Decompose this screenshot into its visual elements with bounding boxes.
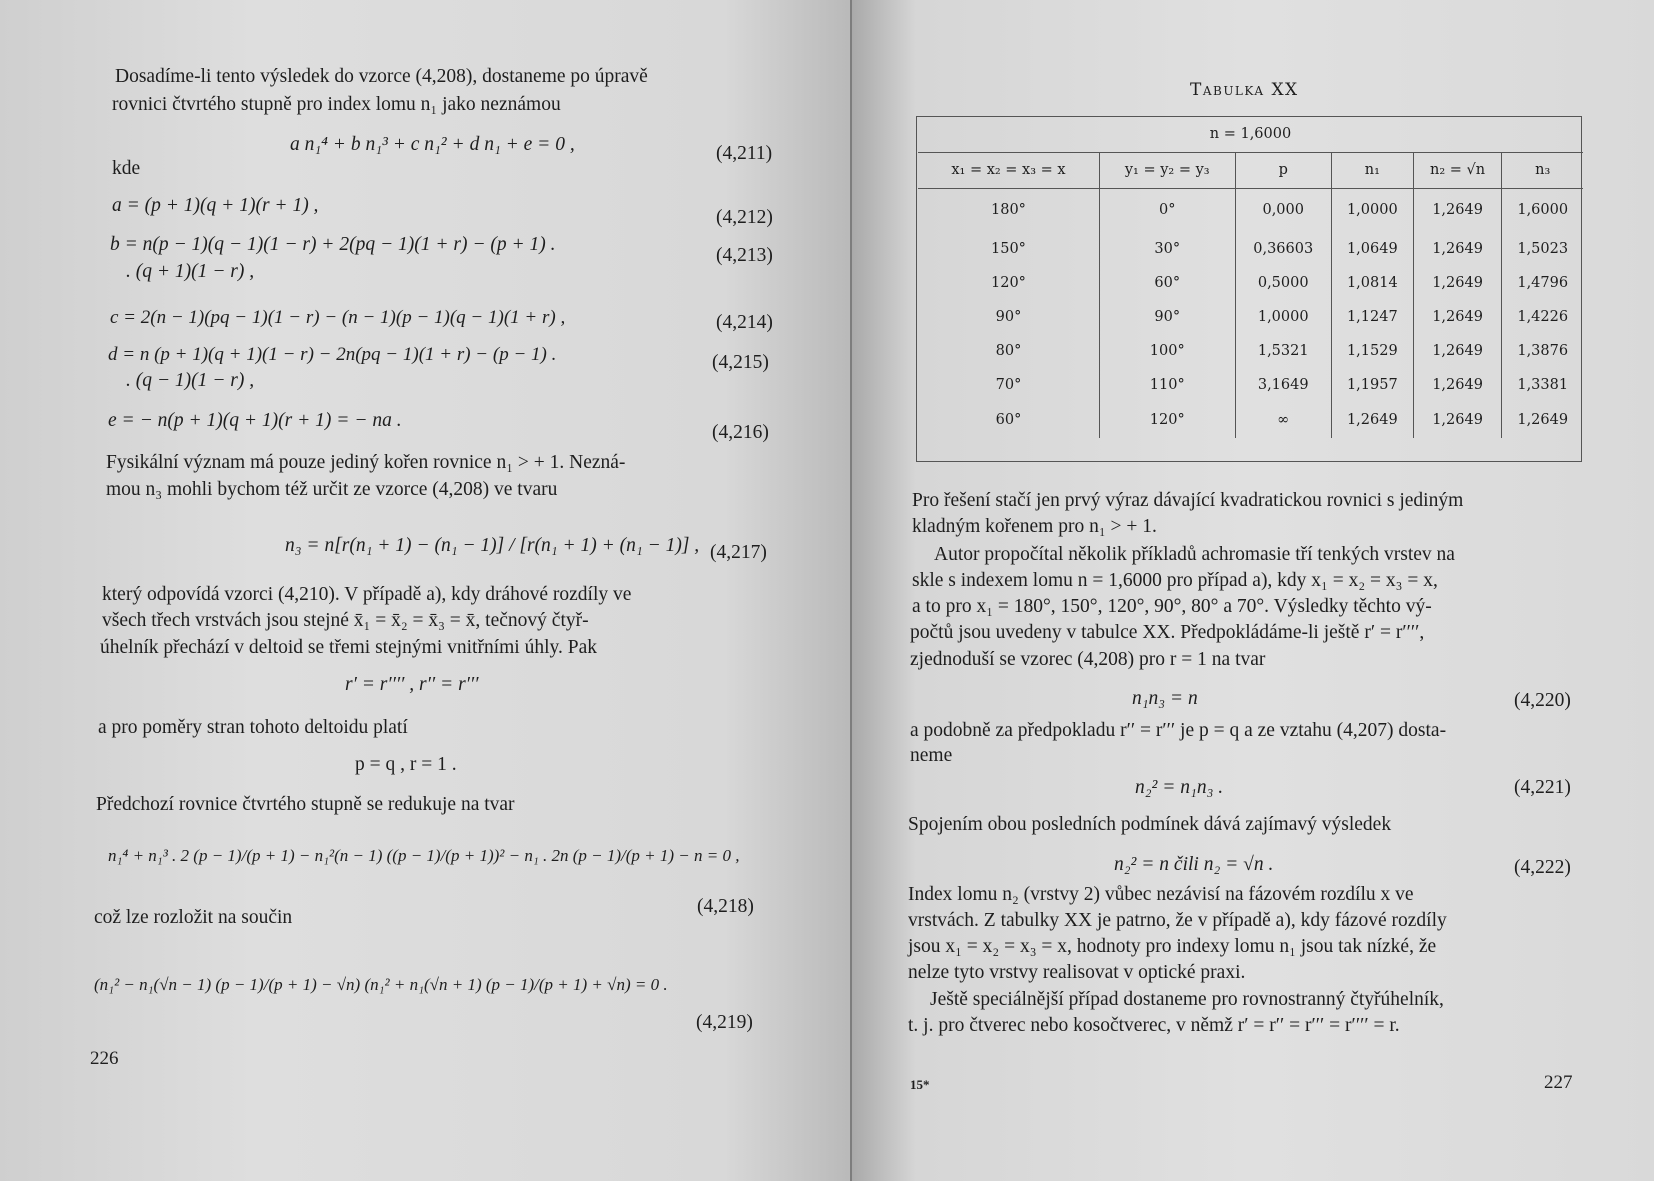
equation-4-215: d = n (p + 1)(q + 1)(1 − r) − 2n(pq − 1)(1 + r) − (p − 1) . bbox=[108, 344, 557, 365]
table-cell: 1,5321 bbox=[1235, 334, 1331, 368]
table-xx bbox=[918, 116, 1583, 438]
table-cell: 1,2649 bbox=[1502, 402, 1583, 438]
equation-4-212: a = (p + 1)(q + 1)(r + 1) , bbox=[112, 195, 319, 216]
table-row bbox=[918, 266, 1583, 300]
text-line: Ještě speciálnější případ dostaneme pro rovnostranný čtyřúhelník, bbox=[930, 989, 1444, 1010]
text-line: všech třech vrstvách jsou stejné x̄₁ = x̄₂ = x̄₃ = x̄, tečnový čtyř- bbox=[102, 610, 589, 631]
table-cell: 1,1529 bbox=[1331, 334, 1413, 368]
text-line: nelze tyto vrstvy realisovat v optické praxi. bbox=[908, 962, 1246, 983]
table-cell: 1,1247 bbox=[1331, 300, 1413, 334]
table-cell: 180° bbox=[991, 202, 1026, 219]
text-line: Pro řešení stačí jen prvý výraz dávající kvadratickou rovnici s jediným bbox=[912, 490, 1464, 511]
table-cell: 1,4226 bbox=[1502, 300, 1583, 334]
table-cell: 1,3876 bbox=[1502, 334, 1583, 368]
table-cell: 1,0000 bbox=[1235, 300, 1331, 334]
table-cell: 70° bbox=[995, 377, 1022, 393]
equation-number: (4,214) bbox=[716, 312, 773, 333]
table-title: n = 1,6000 bbox=[1209, 125, 1292, 142]
table-row bbox=[918, 368, 1583, 402]
equation-4-215-cont: . (q − 1)(1 − r) , bbox=[126, 370, 255, 391]
table-cell: 30° bbox=[1099, 232, 1235, 266]
table-cell: 0° bbox=[1099, 188, 1235, 232]
equation-4-217: n₃ = n[r(n₁ + 1) − (n₁ − 1)] / [r(n₁ + 1) + (n₁ − 1)] , bbox=[285, 535, 700, 556]
table-cell: 0,000 bbox=[1235, 188, 1331, 232]
text-line: Dosadíme-li tento výsledek do vzorce (4,208), dostaneme po úpravě bbox=[115, 66, 648, 87]
page-number: 227 bbox=[1544, 1072, 1573, 1093]
page-number: 226 bbox=[90, 1048, 119, 1069]
table-cell: 1,2649 bbox=[1413, 232, 1502, 266]
table-cell: 1,2649 bbox=[1413, 402, 1502, 438]
text-line: vrstvách. Z tabulky XX je patrno, že v případě a), kdy fázové rozdíly bbox=[908, 910, 1447, 931]
table-cell: 1,3381 bbox=[1502, 368, 1583, 402]
equation-4-220: n₁n₃ = n bbox=[1132, 688, 1198, 709]
table-row bbox=[918, 300, 1583, 334]
equation-4-214: c = 2(n − 1)(pq − 1)(1 − r) − (n − 1)(p − 1)(q − 1)(1 + r) , bbox=[110, 307, 566, 328]
table-header-cell: n₂ = √n bbox=[1413, 152, 1502, 188]
table-cell: 1,0000 bbox=[1331, 188, 1413, 232]
equation-number: (4,219) bbox=[696, 1012, 753, 1033]
text-line: t. j. pro čtverec nebo kosočtverec, v němž r′ = r′′ = r′′′ = r′′′′ = r. bbox=[908, 1015, 1400, 1036]
table-cell: 1,4796 bbox=[1502, 266, 1583, 300]
equation-4-221: n₂² = n₁n₃ . bbox=[1135, 777, 1224, 798]
equation-number: (4,211) bbox=[716, 143, 773, 164]
equation-number: (4,221) bbox=[1514, 777, 1571, 798]
table-cell: 1,2649 bbox=[1413, 368, 1502, 402]
table-row bbox=[918, 188, 1583, 232]
table-cell: 120° bbox=[1099, 402, 1235, 438]
table-caption: Tabulka XX bbox=[1190, 80, 1299, 100]
table-cell: 150° bbox=[991, 241, 1026, 257]
text-line: Index lomu n₂ (vrstvy 2) vůbec nezávisí na fázovém rozdílu x ve bbox=[908, 884, 1414, 905]
text-line: Fysikální význam má pouze jediný kořen rovnice n₁ > + 1. Nezná- bbox=[106, 452, 626, 473]
table-cell: 60° bbox=[1099, 266, 1235, 300]
table-cell: 120° bbox=[991, 275, 1026, 291]
text-line: a to pro x₁ = 180°, 150°, 120°, 90°, 80° a 70°. Výsledky těchto vý- bbox=[912, 596, 1432, 617]
signature-mark: 15* bbox=[910, 1077, 930, 1092]
table-header-cell: x₁ = x₂ = x₃ = x bbox=[951, 162, 1066, 178]
text-line: a pro poměry stran tohoto deltoidu platí bbox=[98, 717, 408, 738]
table-cell: 90° bbox=[1099, 300, 1235, 334]
equation-number: (4,216) bbox=[712, 422, 769, 443]
equation-number: (4,218) bbox=[697, 896, 754, 917]
table-row bbox=[918, 334, 1583, 368]
table-header-cell: n₁ bbox=[1331, 152, 1413, 188]
equation-4-219: (n₁² − n₁(√n − 1) (p − 1)/(p + 1) − √n) (n₁² + n₁(√n + 1) (p − 1)/(p + 1) + √n) = 0 . bbox=[94, 975, 668, 994]
equation-p-q: p = q , r = 1 . bbox=[355, 754, 457, 775]
table-cell: 90° bbox=[995, 309, 1022, 325]
equation-number: (4,217) bbox=[710, 542, 767, 563]
text-line: rovnici čtvrtého stupně pro index lomu n₁ jako neznámou bbox=[112, 94, 561, 115]
table-row bbox=[918, 402, 1583, 438]
text-line: kde bbox=[112, 158, 141, 179]
equation-4-218: n₁⁴ + n₁³ . 2 (p − 1)/(p + 1) − n₁²(n − 1) ((p − 1)/(p + 1))² − n₁ . 2n (p − 1)/(p + 1) − n = 0 , bbox=[108, 846, 740, 865]
text-line: Autor propočítal několik příkladů achromasie tří tenkých vrstev na bbox=[934, 544, 1455, 565]
table-cell: 1,2649 bbox=[1413, 266, 1502, 300]
text-line: skle s indexem lomu n = 1,6000 pro případ a), kdy x₁ = x₂ = x₃ = x, bbox=[912, 570, 1438, 591]
table-cell: 0,36603 bbox=[1235, 232, 1331, 266]
table-header-cell: n₃ bbox=[1502, 152, 1583, 188]
table-cell: 1,0649 bbox=[1331, 232, 1413, 266]
equation-4-213-cont: . (q + 1)(1 − r) , bbox=[126, 261, 255, 282]
table-cell: 1,1957 bbox=[1331, 368, 1413, 402]
table-row bbox=[918, 232, 1583, 266]
table-cell: 80° bbox=[995, 343, 1022, 359]
text-line: Předchozí rovnice čtvrtého stupně se redukuje na tvar bbox=[96, 794, 515, 815]
equation-number: (4,220) bbox=[1514, 690, 1571, 711]
equation-number: (4,215) bbox=[712, 352, 769, 373]
table-cell: 1,2649 bbox=[1413, 334, 1502, 368]
table-cell: ∞ bbox=[1235, 402, 1331, 438]
table-cell: 1,2649 bbox=[1413, 188, 1502, 232]
text-line: zjednoduší se vzorec (4,208) pro r = 1 na tvar bbox=[910, 649, 1266, 670]
table-cell: 1,2649 bbox=[1413, 300, 1502, 334]
equation-4-222: n₂² = n čili n₂ = √n . bbox=[1114, 854, 1274, 875]
text-line: kladným kořenem pro n₁ > + 1. bbox=[912, 516, 1157, 537]
table-cell: 1,2649 bbox=[1331, 402, 1413, 438]
equation-4-211: a n₁⁴ + b n₁³ + c n₁² + d n₁ + e = 0 , bbox=[290, 134, 575, 155]
table-cell: 1,5023 bbox=[1502, 232, 1583, 266]
text-line: který odpovídá vzorci (4,210). V případě a), kdy dráhové rozdíly ve bbox=[102, 584, 632, 605]
text-line: jsou x₁ = x₂ = x₃ = x, hodnoty pro indexy lomu n₁ jsou tak nízké, že bbox=[908, 936, 1437, 957]
text-line: což lze rozložit na součin bbox=[94, 907, 293, 928]
table-cell: 100° bbox=[1099, 334, 1235, 368]
text-line: a podobně za předpokladu r′′ = r′′′ je p = q a ze vztahu (4,207) dosta- bbox=[910, 720, 1447, 741]
table-cell: 1,0814 bbox=[1331, 266, 1413, 300]
table-cell: 60° bbox=[995, 412, 1022, 428]
text-line: Spojením obou posledních podmínek dává zajímavý výsledek bbox=[908, 814, 1392, 835]
text-line: mou n₃ mohli bychom též určit ze vzorce (4,208) ve tvaru bbox=[106, 479, 558, 500]
equation-number: (4,212) bbox=[716, 207, 773, 228]
table-header-cell: p bbox=[1235, 152, 1331, 188]
equation-r-relations: r′ = r′′′′ , r′′ = r′′′ bbox=[345, 674, 479, 695]
text-line: neme bbox=[910, 745, 953, 766]
equation-number: (4,213) bbox=[716, 245, 773, 266]
table-cell: 110° bbox=[1099, 368, 1235, 402]
text-line: počtů jsou uvedeny v tabulce XX. Předpokládáme-li ještě r′ = r′′′′, bbox=[910, 622, 1425, 643]
table-cell: 3,1649 bbox=[1235, 368, 1331, 402]
equation-number: (4,222) bbox=[1514, 857, 1571, 878]
table-cell: 0,5000 bbox=[1235, 266, 1331, 300]
text-line: úhelník přechází v deltoid se třemi stejnými vnitřními úhly. Pak bbox=[100, 637, 597, 658]
equation-4-213: b = n(p − 1)(q − 1)(1 − r) + 2(pq − 1)(1 + r) − (p + 1) . bbox=[110, 234, 556, 255]
table-header-cell: y₁ = y₂ = y₃ bbox=[1099, 152, 1235, 188]
equation-4-216: e = − n(p + 1)(q + 1)(r + 1) = − na . bbox=[108, 410, 402, 431]
table-cell: 1,6000 bbox=[1502, 188, 1583, 232]
